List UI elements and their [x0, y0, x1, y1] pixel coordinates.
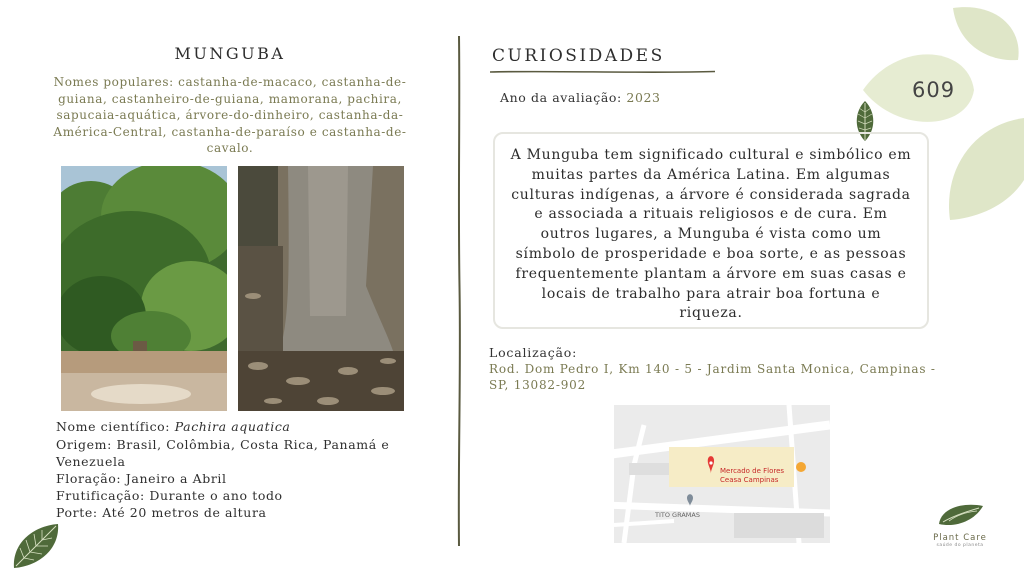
origin: Origem: Brasil, Colômbia, Costa Rica, Panamá e Venezuela [56, 437, 390, 469]
badge-number: 609 [912, 78, 956, 102]
map-place-label [720, 467, 784, 484]
evaluation-year-value: 2023 [626, 90, 661, 105]
map-place-line1: Mercado de Flores [720, 467, 785, 475]
title-underline [490, 69, 715, 75]
vertical-divider [456, 36, 462, 546]
location-map[interactable] [614, 405, 830, 543]
scientific-name-label: Nome científico: [56, 419, 175, 434]
map-place-line2: Ceasa Campinas [720, 475, 779, 484]
size: Porte: Até 20 metros de altura [56, 505, 267, 520]
tree-photo [61, 166, 227, 411]
flowering: Floração: Janeiro a Abril [56, 471, 227, 486]
scientific-name-value: Pachira aquatica [174, 419, 291, 434]
trunk-photo [238, 166, 404, 411]
evaluation-year [500, 90, 661, 105]
brand-logo [920, 500, 1000, 548]
decorative-leaf-bottom-left [10, 522, 62, 570]
brand-leaf-icon [935, 500, 985, 528]
curiosity-text: A Munguba tem significado cultural e simbólico em muitas partes da América Latina. Em algumas culturas indígenas, a árvore é considerada sagrada e associada a rituais religiosos e de cura. Em outros lugares, a Munguba é vista como um símbolo de prosperidade e boa sorte, e as pessoas frequentemente plantam a árvore em suas casas e locais de trabalho para atrair boa fortuna e riqueza. [510, 147, 912, 322]
plant-facts [56, 418, 416, 521]
curiosities-title: CURIOSIDADES [492, 46, 665, 66]
brand-name: Plant Care [933, 533, 987, 543]
evaluation-year-label: Ano da avaliação: [500, 90, 627, 105]
map-nearby-label: TITO GRAMAS [655, 511, 700, 519]
scientific-name [56, 418, 416, 435]
location-label: Localização: [489, 345, 578, 360]
plant-name-title: MUNGUBA [174, 44, 286, 63]
curiosity-box [493, 132, 929, 329]
popular-names-label: Nomes populares: [53, 75, 174, 89]
brand-tagline: saúde do planeta [936, 543, 984, 548]
popular-names [38, 74, 422, 157]
location-address: Rod. Dom Pedro I, Km 140 - 5 - Jardim Santa Monica, Campinas - SP, 13082-902 [489, 362, 936, 392]
popular-names-value: castanha-de-macaco, castanha-de-guiana, castanheiro-de-guiana, mamorana, pachira, sapucaia-aquática, árvore-do-dinheiro, castanha-da-América-Central, castanha-de-paraíso e castanha-de-cavalo. [53, 75, 407, 155]
fruiting: Frutificação: Durante o ano todo [56, 488, 283, 503]
